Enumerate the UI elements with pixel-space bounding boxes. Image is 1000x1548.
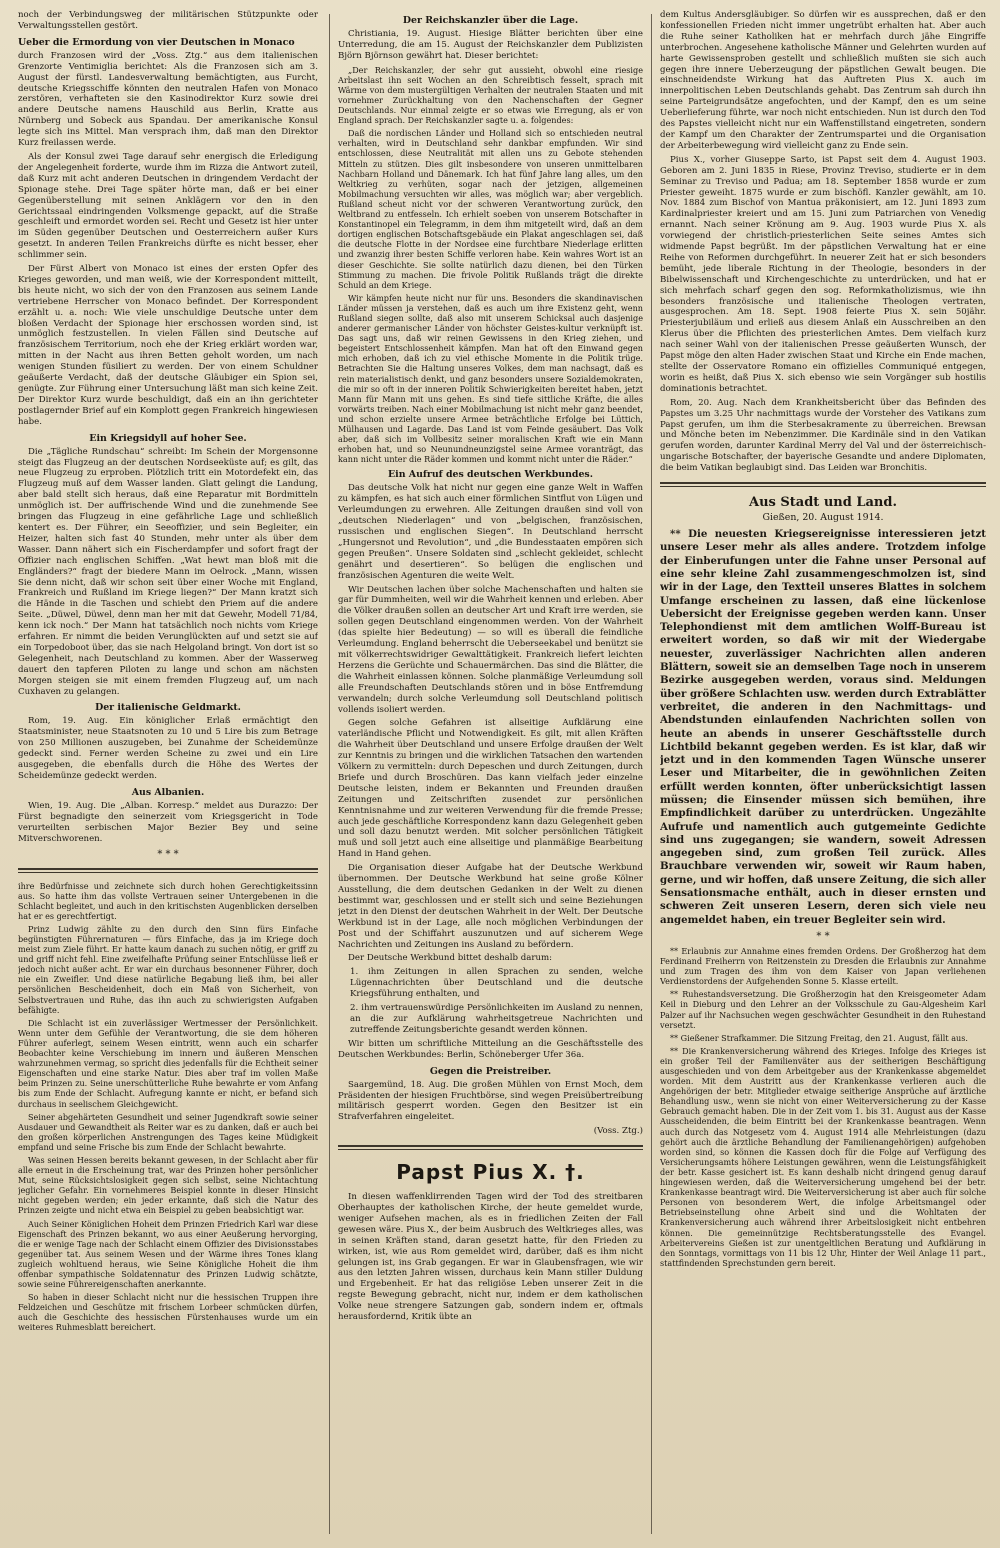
local-news [660, 946, 986, 1268]
column-right [660, 10, 986, 1540]
paragraph: ihre Bedürfnisse und zeichnete sich durch hohen Gerechtigkeitssinn aus. So hatte ihm das vollste Vertrauen seiner Untergebenen in die Schlacht begleitet, und auch in den kritischsten Augenblicken derselben hat er es gerechtfertigt. [18, 880, 318, 921]
paragraph: Seiner abgehärteten Gesundheit und seiner Jugendkraft sowie seiner Ausdauer und Gewandtheit als Reiter war es zu danken, daß er auch bei den großen körperlichen Anstrengungen des Tages keine Müdigkeit empfand und seine Frische bis zum Ende der Schlacht bewahrte. [18, 1111, 318, 1152]
paragraph: In diesen waffenklirrenden Tagen wird der Tod des streitbaren Oberhauptes der katholischen Kirche, der heute gemeldet wurde, weniger Aufsehen machen, als es in friedlichen Zeiten der Fall gewesen wäre. Pius X., der beim Ausbruch des Weltkrieges alles, was in seinen Kräften stand, daran gesetzt hatte, für den Frieden zu wirken, ist, wie aus Rom gemeldet wird, darüber, daß es ihm nicht gelungen ist, ins Grab gegangen. Er war in Glaubensfragen, wie wir aus den letzten Jahren wissen, durchaus kein Mann stiller Duldung und Ergebenheit. Er hat das religiöse Leben unserer Zeit in die regste Bewegung gebracht, nicht nur, indem er dem katholischen Volke neue strengere Satzungen gab, sondern indem er, oftmals herausfordernd, Kritik übte an [338, 1192, 643, 1323]
paragraph: So haben in dieser Schlacht nicht nur die hessischen Truppen ihre Feldzeichen und Geschütze mit frischem Lorbeer schmücken dürfen, auch die Geschichte des hessischen Fürstenhauses wurde um ein weiteres Ruhmesblatt bereichert. [18, 1292, 318, 1333]
paragraph: Der Fürst Albert von Monaco ist eines der ersten Opfer des Krieges geworden, und man weiß, wie der Korrespondent mitteilt, bis heute nicht, wo sich der von den Franzosen aus seinem Lande vertriebene Herrscher von Monaco befindet. Der Korrespondent erzählt u. a. noch: Wie viele unschuldige Deutsche unter dem bloßen Verdacht der Spionage hier erschossen worden sind, ist unmöglich festzustellen. In vielen Fällen sind Deutsche auf französischem Territorium, noch ehe der Krieg erklärt worden war, mitten in der Nacht aus ihren Betten geholt worden, um nach wenigen Stunden füsiliert zu werden. Der von einem Schuldner geäußerte Verdacht, daß der deutsche Gläubiger ein Spion sei, genügte. Zur Führung einer Untersuchung läßt man sich keine Zeit. Der Direktor Kurz wurde beschuldigt, daß ein an ihn gerichteter postlagernder Brief auf ein Komplott gegen Frankreich hingewiesen habe. [18, 264, 318, 427]
headline-geldmarkt: Der italienische Geldmarkt. [95, 702, 241, 714]
paragraph: Das deutsche Volk hat nicht nur gegen eine ganze Welt in Waffen zu kämpfen, es hat sich auch einer förmlichen Sintflut von Lügen und Verleumdungen zu erwehren. Alle Zeitungen draußen sind voll von „deutschen Niederlagen“ und von „belgischen, französischen, russischen und englischen Siegen“. In Deutschland herrscht „Hungersnot und Revolution“, und „die Bundesstaaten empören sich gegen Preußen“. Unsere Soldaten sind „schlecht gekleidet, schlecht genährt und desertieren“. So belügen die englischen und französischen Agenturen die weite Welt. [338, 483, 643, 581]
paragraph: Der Deutsche Werkbund bittet deshalb darum: [348, 953, 553, 964]
request-list [338, 967, 643, 1035]
paragraph: ** Die Krankenversicherung während des Krieges. Infolge des Krieges ist ein großer Teil der Familienväter aus der seitherigen Beschäftigung ausgeschieden und von dem Arbeitgeber aus der Krankenkasse abgemeldet worden. Mit dem Austritt aus der Krankenkasse verlieren auch die Angehörigen der betr. Mitglieder etwaige seitherige Ansprüche auf ärztliche Behandlung usw., wenn sie nicht von einer Weiterversicherung zu der Kasse Gebrauch gemacht haben. Die in der Zeit vom 1. bis 31. August aus der Kasse Ausscheidenden, die beim Eintritt bei der Krankenkasse beantragen. Wenn auch durch das Notgesetz vom 4. August 1914 alle Mehrleistungen (dazu gehört auch die ärztliche Behandlung der Familienangehörigen) aufgehoben worden sind, so können die Kassen doch für die Folge auf Verfügung des Versicherungsamts höhere Leistungen gewähren, wenn die Leistungsfähigkeit der betr. Kasse gesichert ist. Es kann deshalb nicht dringend genug darauf hingewiesen werden, daß die Weiterversicherung umgehend bei der betr. Krankenkasse beantragt wird. Die Weiterversicherung ist aber auch für solche Personen von besonderem Wert, die infolge Arbeitsmangel oder Betriebseinstellung ohne Arbeit sind und die Wohltaten der Krankenversicherung auch während ihrer Arbeitslosigkeit nicht entbehren können. Die gemeinnützige Rechtsberatungsstelle des Evangel. Arbeitervereins Gießen ist zur unentgeltlichen Beratung und Aufklärung in den Sonntags, vormittags von 11 bis 12 Uhr, Hinter der Weil Anlage 11 part., stattfindenden Sprechstunden gern bereit. [660, 1045, 986, 1268]
paragraph: Wir Deutschen lachen über solche Machenschaften und halten sie gar für Dummheiten, weil wir die Wahrheit kennen und erleben. Aber die Völker draußen sollen an deutscher Art und Kraft irre werden, sie sollen gegen Deutschland eingenommen werden. Von der Wahrheit (das spielte hier Bedeutung) — so will es überall die feindliche Verleumdung. England beherrscht die Ueberseekabel und benützt sie mit völkerrechtswidriger Gewalttätigkeit. Frankreich liefert leichten Herzens die Gerüchte und Schauermärchen. Das sind die Blätter, die die Wahrheit einlassen können. Solche planmäßige Verleumdung soll alle Freundschaften Deutschlands stören und in böse Entfremdung verwandeln; durch solche Verleumdung soll Deutschland politisch vollends isoliert werden. [338, 584, 643, 715]
separator-stars: * * * [157, 848, 179, 860]
paragraph: ** Die neuesten Kriegsereignisse interessieren jetzt unsere Leser mehr als alles andere. Trotzdem infolge der Einberufungen unter die Fahne unser Personal auf eine sehr kleine Zahl zusammengeschmolzen ist, sind wir in der Lage, den Textteil unseres Blattes in solchem Umfange erscheinen zu lassen, daß eine lückenlose Uebersicht der Ereignisse gegeben werden kann. Unser Telephondienst mit dem amtlichen Wolff-Bureau ist erweitert worden, so daß wir mit der Wiedergabe neuester, zuverlässiger Nachrichten allen anderen Blättern, soweit sie an demselben Tage noch in unserem Bezirke ausgegeben werden, voraus sind. Meldungen über größere Schlachten usw. werden durch Extrablätter verbreitet, die anderen in den Nachmittags- und Abendstunden einlaufenden Nachrichten sollen von heute an abends in unserer Geschäftsstelle durch Lichtbild bekannt gegeben werden. Es ist klar, daß wir jetzt und in den kommenden Tagen Wünsche unserer Leser und Mitarbeiter, die in gewöhnlichen Zeiten erfüllt werden konnten, öfter unberücksichtigt lassen müssen; die Einsender müssen sich bemühen, ihre Empfindlichkeit darüber zu unterdrücken. Ungezählte Aufrufe und namentlich auch gutgemeinte Gedichte sind uns zugegangen; sie wandern, soweit Adressen angegeben sind, zum großen Teil zurück. Alles Brauchbare verwenden wir, soweit wir Raum haben, gerne, und wir hoffen, daß unsere Zeitung, die sich aller Sensationsmache enthält, auch in dieser ernsten und schweren Zeit unseren Lesern, deren sich viele neu angemeldet haben, ein treuer Begleiter sein wird. [660, 528, 986, 926]
column-left [18, 10, 318, 1540]
paragraph: Als der Konsul zwei Tage darauf sehr energisch die Erledigung der Angelegenheit forderte, wurde ihm im Rizza die Antwort zuteil, daß Kurz mit acht anderen Deutschen in dringendem Verdacht der Spionage stehe. Drei Tage später hörte man, daß er bei einer Gegenüberstellung mit seinen Anklägern vor den in den Gerichtssaal eindringenden Volksmenge gepackt, auf die Straße geschleift und ermordet worden sei. Recht und Gesetz ist hier unter im Süden gegenüber Deutschen und Oesterreichern außer Kurs gesetzt. In anderen Teilen Frankreichs dürfte es nicht besser, eher schlimmer sein. [18, 151, 318, 261]
paragraph: Daß die nordischen Länder und Holland sich so entschieden neutral verhalten, wird in Deutschland sehr dankbar empfunden. Wir sind entschlossen, diese Neutralität mit allen uns zu Gebote stehenden Mitteln zu stützen. Dies gilt insbesondere von unseren unmittelbaren Nachbarn Holland und Dänemark. Ich hat fünf Jahre lang alles, um den Weltkrieg zu verhüten, sogar nach der jetzigen, allgemeinen Mobilmachung versuchten wir alles, was möglich war; aber vergeblich. Rußland scheut nicht vor der schweren Verantwortung zurück, den Weltbrand zu entfesseln. Ich erhielt soeben von unserem Botschafter in Konstantinopel ein Telegramm, in dem ihm mitgeteilt wird, daß an dem dortigen englischen Botschaftsgebäude ein Plakat angeschlagen sei, daß die deutsche Flotte in der Nordsee eine furchtbare Niederlage erlitten und zwanzig ihrer besten Schiffe verloren habe. Kein wahres Wort ist an dieser Geschichte. Sie sollte natürlich dazu dienen, bei den Türken Stimmung zu machen. Die frivole Politik Rußlands trägt die direkte Schuld an dem Kriege. [338, 128, 643, 290]
column-rule [329, 14, 330, 1534]
paragraph: Die „Tägliche Rundschau“ schreibt: Im Schein der Morgensonne steigt das Flugzeug an der deutschen Nordseeküste auf; es gilt, das neue Flugzeug zu erproben. Plötzlich tritt ein Motordefekt ein, das Flugzeug muß auf dem Wasser landen. Glatt gelingt die Landung, aber bald stellt sich heraus, daß eine Reparatur mit Bordmitteln unmöglich ist. Der auffrischende Wind und die zunehmende See bringen das Flugzeug in eine gefährliche Lage und schließlich kentert es. Der Führer, ein Seeoffizier, und sein Begleiter, ein Heizer, halten sich fast 40 Stunden, mehr unter als über dem Wasser. Dann nähert sich ein Fischerdampfer und sofort fragt der Offizier nach englischen Schiffen. „Wat hewt man bloß mit die Engländers?“ fragt der biedere Mann im Oelrock. „Mann, wissen Sie denn nicht, daß wir schon seit über einer Woche mit England, Frankreich und Rußland im Kriege liegen?“ Der Mann kratzt sich die Hände in die Taschen und schiebt den Priem auf die andere Seite. „Düwel, Düwel, denn man her mit dat Gewehr, Modell 71/84, kenn ick noch.“ Der Mann hat tatsächlich noch nichts vom Kriege erfahren. Er nimmt die beiden Verunglückten auf und setzt sie auf ein Torpedoboot über, das sie nach Helgoland bringt. Von dort ist so Gelegenheit, nach Deutschland zu kommen. Aber der Wasserweg dauert den tapferen Piloten zu lange und schon am nächsten Morgen steigen sie mit einem fremden Flugzeug auf, um nach Cuxhaven zu gelangen. [18, 446, 318, 697]
paragraph: Wir bitten um schriftliche Mitteilung an die Geschäftsstelle des Deutschen Werkbundes: Berlin, Schöneberger Ufer 36a. [338, 1038, 643, 1060]
list-item: 1. ihm Zeitungen in allen Sprachen zu senden, welche Lügennachrichten über Deutschland und die deutsche Kriegsführung enthalten, und [350, 967, 643, 1000]
headline-stadt-land: Aus Stadt und Land. [749, 495, 897, 511]
source-credit: (Voss. Ztg.) [593, 1126, 643, 1137]
paragraph: Saargemünd, 18. Aug. Die großen Mühlen von Ernst Moch, dem Präsidenten der hiesigen Fruchtbörse, sind wegen Preisübertreibung militärisch gesperrt worden. Gegen den Besitzer ist ein Strafverfahren eingeleitet. [338, 1079, 643, 1123]
feuilleton-block [18, 881, 318, 1333]
headline-werkbund: Ein Aufruf des deutschen Werkbundes. [388, 469, 593, 481]
section-rule [338, 1145, 643, 1150]
dateline: Gießen, 20. August 1914. [762, 512, 884, 524]
column-middle [338, 10, 643, 1540]
paragraph: „Der Reichskanzler, der sehr gut aussieht, obwohl eine riesige Arbeitslast ihn seit Wochen an den Schreibtisch fesselt, sprach mit Wärme von dem mustergültigen Verhalten der neutralen Staaten und mit vornehmer Zurückhaltung von den Nachenschaften der Gegner Deutschlands. Nur einmal zeigte er so etwas wie Erregung, als er von England sprach. Der Reichskanzler sagte u. a. folgendes: [338, 64, 643, 126]
paragraph: ** Erlaubnis zur Annahme eines fremden Ordens. Der Großherzog hat dem Ferdinand Freiherrn von Reitzenstein zu Dresden die Erlaubnis zur Annahme und zum Tragen des ihm von dem Kaiser von Japan verliehenen Verdienstordens der Aufgehenden Sonne 5. Klasse erteilt. [660, 945, 986, 987]
headline-preistreiber: Gegen die Preistreiber. [429, 1065, 552, 1077]
paragraph: dem Kultus Andersgläubiger. So dürfen wir es aussprechen, daß er den konfessionellen Frieden nicht immer ungetrübt erhalten hat. Aber auch die Ruhe seiner Katholiken hat er mehrfach durch jähe Eingriffe unterbrochen. Angesehene katholische Männer und Gelehrten wurden auf harte Gewissensproben gestellt und schließlich mußten sie sich auch gegen ihre innere Ueberzeugung der päpstlichen Gewalt beugen. Die einschneidendste Wirkung hat das Auftreten Pius X. auch im innerpolitischen Leben Deutschlands gehabt. Das Zentrum sah durch ihn seine Parteigrundsätze angefochten, und der Kampf, den es um seine Ueberlieferung führte, war noch nicht entschieden. Nun ist durch den Tod des Papstes vielleicht nicht nur ein Waffenstillstand eingetreten, sondern der Kampf um den Charakter der Zentrumspartei und die Organisation der Arbeiterbewegung wird vielleicht ganz zu Ende sein. [660, 10, 986, 151]
headline-reichskanzler: Der Reichskanzler über die Lage. [402, 15, 579, 26]
section-rule [660, 482, 986, 487]
paragraph: Die Schlacht ist ein zuverlässiger Wertmesser der Persönlichkeit. Wenn unter dem Gefühle der Verantwortung, die sie dem höheren Führer auferlegt, seinem Wesen eintritt, wenn auch ein scharfer Beobachter keine Verschiebung im innern und äußeren Menschen wahrzunehmen vermag, so spricht dies jedenfalls für die Echtheit seiner Eigenschaften und eine starke Natur. Dies aber traf im vollen Maße beim Prinzen zu. Seine unerschütterliche Ruhe bewahrte er vom Anfang bis zum Ende der Schlacht. Aufregung kannte er nicht, er befand sich durchaus in seelischem Gleichgewicht. [18, 1017, 318, 1109]
paragraph: ** Ruhestandsversetzung. Die Großherzogin hat den Kreisgeometer Adam Keil in Dieburg und den Lehrer an der Volksschule zu Gau-Algesheim Karl Palzer auf ihr Nachsuchen wegen geschwächter Gesundheit in den Ruhestand versetzt. [660, 989, 986, 1030]
paragraph: durch Franzosen wird der „Voss. Ztg.“ aus dem italienischen Grenzorte Ventimiglia berichtet: Als die Franzosen sich am 3. August der fürstl. Landesverwaltung bemächtigten, aus Furcht, deutsche Kriegsschiffe könnten den neutralen Hafen von Monaco zerstören, verhafteten sie den Kasinodirektor Kurz sowie drei andere Deutsche namens Hauschild aus Berlin, Kratte aus Nürnberg und Sobeck aus Spandau. Der amerikanische Konsul legte sich ins Mittel. Man versprach ihm, daß man den Direktor Kurz freilassen werde. [18, 50, 318, 149]
paragraph: Die Organisation dieser Aufgabe hat der Deutsche Werkbund übernommen. Der Deutsche Werkbund hat seine große Kölner Ausstellung, die dem deutschen Gedanken in der Welt zu dienen bestimmt war, geschlossen und er stellt sich und seine Beziehungen jetzt in den Dienst der deutschen Wahrheit in der Welt. Der Deutsche Werkbund ist in der Lage, alle noch möglichen Verbindungen der Post und der Schiffahrt auszunutzen und auf sicherem Wege Nachrichten und Zeitungen ins Ausland zu befördern. [338, 863, 643, 950]
paragraph: Prinz Ludwig zählte zu den durch den Sinn fürs Einfache begünstigten Führernaturen — fürs Einfache, das ja im Kriege doch meist zum Ziele führt. Er hatte kaum danach zu suchen nötig, er griff zu und griff nicht fehl. Eine zweifelhafte Prüfung seiner Entschlüsse ließ er jedoch nicht außer acht. Er war ein durchaus besonnener Führer, doch nie ein Zweifler. Und diese natürliche Begabung ließ ihm, bei aller persönlichen Bescheidenheit, doch ein Maß von Sicherheit, von Selbstvertrauen und Ruhe, das ihn auch zu schwierigsten Aufgaben befähigte. [18, 923, 318, 1015]
editorial-notice [660, 528, 986, 927]
section-rule [18, 868, 318, 873]
separator-stars: * * [816, 930, 830, 942]
paragraph: Auch Seiner Königlichen Hoheit dem Prinzen Friedrich Karl war diese Eigenschaft des Prinzen bekannt, wo aus einer Aeußerung hervorging, die er wenige Tage nach der Schlacht einem Offizier des Divisionsstabes gegenüber tat. Aus seinem Wesen und der Wärme ihres Tones klang zugleich wohltuend heraus, wie Seine Königliche Hoheit die ihm offenbar sympathische Soldatennatur des Prinzen Ludwig schätzte, sowie seine Führereigenschaften anerkannte. [18, 1218, 318, 1290]
quote-block [338, 65, 643, 465]
paragraph: Wir kämpfen heute nicht nur für uns. Besonders die skandinavischen Länder müssen ja verstehen, daß es auch um ihre Existenz geht, wenn Rußland siegen sollte, daß also mit unserem Schicksal auch dasjenige anderer germanischer Länder von höchster Geistes-kultur verknüpft ist. Das sagt uns, daß wir reinen Gewissens in den Krieg ziehen, und begeistert Entschlossenheit kämpfen. Man hat oft den Einwand gegen mich erhoben, daß ich zu viel ethische Momente in die Politik trüge. Betrachten Sie die Haltung unseres Volkes, dem man nachsagt, daß es rein materialistisch denkt, und ganz besonders unsere Sozialdemokraten, die mir so oft in der inneren Politik Schwierigkeiten bereitet haben, jetzt Mann für Mann mit uns gehen. Es sind tiefe sittliche Kräfte, die alles vorwärts treiben. Nach einer Mobilmachung ist nicht mehr ganz beendet, und schon erzielte unsere Armee beträchtliche Erfolge bei Lüttich, Mülhausen und Lagarde. Das Land ist vom Feinde gesäubert. Das Volk aber, daß sich im Vollbesitz seiner moralischen Kraft wie ein Mann erhoben hat, und so Neunundneunzigstel seine Armee voranträgt, das kann nicht unter die Räder kommen und kommt nicht unter die Räder.“ [338, 292, 643, 465]
headline-sea: Ein Kriegsidyll auf hoher See. [89, 432, 247, 444]
paragraph: Rom, 20. Aug. Nach dem Krankheitsbericht über das Befinden des Papstes um 3.25 Uhr nachmittags wurde der Vorsteher des Vatikans zum Papst gerufen, um ihm die Sterbesakramente zu überreichen. Brewsan und Mönche beten im Nebenzimmer. Die Kardinäle sind in den Vatikan gerufen worden, darunter Kardinal Merry del Val und der österreichisch-ungarische Botschafter, der bayerische Gesandte und andere Diplomaten, die beim Vatikan beglaubigt sind. Das Leiden war Bronchitis. [660, 397, 986, 474]
paragraph: Gegen solche Gefahren ist allseitige Aufklärung eine vaterländische Pflicht und Notwendigkeit. Es gilt, mit allen Kräften die Wahrheit über Deutschland und unsere Erfolge draußen der Welt zur Kenntnis zu bringen und die wirklichen Tatsachen den wartenden Völkern zu vermitteln: durch Depeschen und durch Zeitungen, durch Briefe und durch Broschüren. Das kann vielfach jeder einzelne Deutsche leisten, indem er Bekannten und Freunden draußen Zeitungen und Zeitschriften zusendet zur persönlichen Kenntnisnahme und zur weiteren Verwendung für die fremde Presse; auch jede geschäftliche Korrespondenz kann dazu Gelegenheit geben und soll dazu benutzt werden. Mit solcher persönlichen Tätigkeit muß und soll jetzt auch eine allseitige und planmäßige Bearbeitung Hand in Hand gehen. [338, 718, 643, 860]
list-item: 2. ihm vertrauenswürdige Persönlichkeiten im Ausland zu nennen, an die zur Aufklärung wahrheitsgetreue Nachrichten und zutreffende Zeitungsberichte gesandt werden können. [350, 1003, 643, 1035]
column-rule [651, 14, 652, 1534]
paragraph: Christiania, 19. August. Hiesige Blätter berichten über eine Unterredung, die am 15. August der Reichskanzler dem Publizisten Björn Björnson gewährt hat. Dieser berichtet: [338, 29, 643, 61]
paragraph: Was seinen Hessen bereits bekannt gewesen, in der Schlacht aber für alle erneut in die Erscheinung trat, war des Prinzen hoher persönlicher Mut, seine Rücksichtslosigkeit gegen sich selbst, seine Nichtachtung jeglicher Gefahr. Ein vornehmeres Beispiel konnte in dieser Hinsicht nicht gegeben werden; ein jeder erkannte, daß sich die Natur des Prinzen zeigte und nicht etwa ein Beispiel zu geben beabsichtigt war. [18, 1154, 318, 1216]
headline-monaco: Ueber die Ermordung von vier Deutschen in Monaco [18, 36, 295, 48]
paragraph: Pius X., vorher Giuseppe Sarto, ist Papst seit dem 4. August 1903. Geboren am 2. Juni 1835 in Riese, Provinz Treviso, studierte er in dem Seminar zu Treviso und Padua; am 18. September 1858 wurde er zum Priester geweiht. 1875 wurde er zum bischöfl. Kanzler gewählt, am 10. Nov. 1884 zum Bischof von Mantua präkonisiert, am 12. Juni 1893 zum Kardinalpriester kreiert und am 15. Juni zum Patriarchen von Venedig ernannt. Nach seiner Krönung am 9. Aug. 1903 wurde Pius X. als vorwiegend der christlich-priesterlichen Seite seines Amtes sich widmende Papst begrüßt. Im der päpstlichen Verwaltung hat er eine Reihe von Reformen durchgeführt. In neuerer Zeit hat er sich besonders bemüht, jede liberale Richtung in der Theologie, besonders in der Bibelwissenschaft und Kirchengeschichte zu unterdrücken, und hat er sich mehrfach scharf gegen den sog. Reformkatholizismus, wie ihn besonders französische und italienische Theologen vertraten, ausgesprochen. Am 18. Sept. 1908 feierte Pius X. sein 50jähr. Priesterjubiläum und erließ aus diesem Anlaß ein Ausschreiben an den Klerus über die Pflichten des priesterlichen Amtes. Dem vielfach kurz nach seiner Wahl von der italienischen Presse geäußerten Wunsch, der Papst möge den alten Hader zwischen Staat und Kirche ein Ende machen, stellte der Osservatore Romano ein offizielles Communiqué entgegen, worin es heißt, daß Pius X. sich ebenso wie sein Vorgänger sub hostilis dominationis betrachtet. [660, 154, 986, 394]
paragraph: ** Gießener Strafkammer. Die Sitzung Freitag, den 21. August, fällt aus. [670, 1032, 968, 1043]
paragraph: noch der Verbindungsweg der militärischen Stützpunkte oder Verwaltungsstellen gestört. [18, 10, 318, 31]
headline-albanien: Aus Albanien. [131, 786, 205, 798]
paragraph: Wien, 19. Aug. Die „Alban. Korresp.“ meldet aus Durazzo: Der Fürst begnadigte den seinerzeit vom Kriegsgericht in Tode verurteilten serbischen Major Bezier Bey und seine Mitverschworenen. [18, 800, 318, 844]
paragraph: Rom, 19. Aug. Ein königlicher Erlaß ermächtigt den Staatsminister, neue Staatsnoten zu 10 und 5 Lire bis zum Betrage von 250 Millionen auszugeben, bei Zunahme der Scheidemünze gedeckt sind. Ferner werden Scheine zu zwei und ein Lire ausgegeben, die ebenfalls durch die Höhe des Wertes der Scheidemünze gedeckt werden. [18, 716, 318, 781]
headline-papst: Papst Pius X. †. [396, 1160, 585, 1185]
